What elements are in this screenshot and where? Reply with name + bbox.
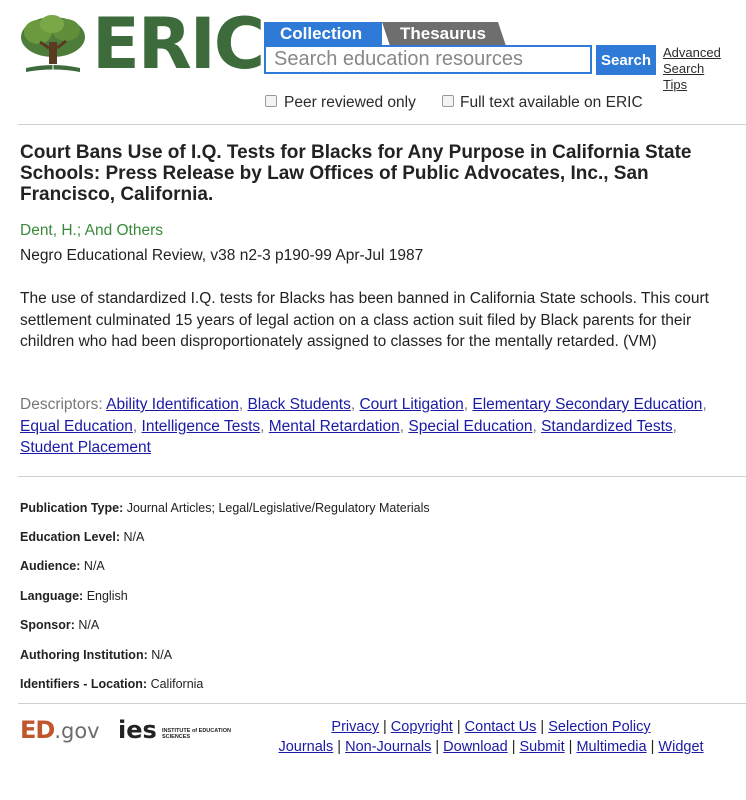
eric-tree-logo-icon[interactable]	[18, 12, 88, 78]
footer-divider	[18, 703, 746, 704]
search-input[interactable]	[264, 45, 592, 74]
meta-label: Identifiers - Location:	[20, 677, 148, 691]
contact-us-link[interactable]: Contact Us	[464, 719, 537, 735]
descriptor-link[interactable]: Elementary Secondary Education	[472, 396, 703, 413]
meta-label: Authoring Institution:	[20, 648, 148, 662]
footer-links-row1: Privacy | Copyright | Contact Us | Selection Policy	[331, 719, 651, 735]
meta-audience	[20, 559, 105, 573]
meta-label: Sponsor:	[20, 618, 75, 632]
meta-value: English	[86, 589, 128, 603]
descriptors-label: Descriptors:	[20, 396, 103, 413]
full-text-label: Full text available on ERIC	[460, 94, 643, 111]
tab-collection[interactable]: Collection	[264, 22, 382, 46]
eric-wordmark[interactable]: ERIC	[92, 3, 264, 85]
meta-authoring-institution	[20, 648, 172, 662]
tab-thesaurus[interactable]	[382, 22, 506, 46]
article-author[interactable]: Dent, H.; And Others	[20, 222, 164, 239]
advanced-search-tips-links	[663, 45, 721, 93]
widget-link[interactable]: Widget	[658, 739, 704, 755]
meta-value: California	[150, 677, 204, 691]
meta-value: N/A	[83, 559, 105, 573]
copyright-link[interactable]: Copyright	[390, 719, 453, 735]
full-text-checkbox[interactable]	[442, 95, 454, 107]
meta-sponsor	[20, 618, 99, 632]
meta-value: N/A	[151, 648, 173, 662]
peer-reviewed-checkbox[interactable]	[265, 95, 277, 107]
gov-logo-text: .gov	[54, 719, 100, 743]
descriptor-link[interactable]: Black Students	[247, 396, 351, 413]
meta-label: Language:	[20, 589, 84, 603]
peer-reviewed-label: Peer reviewed only	[284, 94, 416, 111]
meta-label: Education Level:	[20, 530, 121, 544]
descriptor-link[interactable]: Court Litigation	[359, 396, 464, 413]
multimedia-link[interactable]: Multimedia	[576, 739, 647, 755]
ed-gov-logo[interactable]	[20, 716, 100, 744]
non-journals-link[interactable]: Non-Journals	[345, 739, 432, 755]
article-source: Negro Educational Review, v38 n2-3 p190-99 Apr-Jul 1987	[20, 247, 424, 264]
descriptor-link[interactable]: Standardized Tests	[541, 417, 673, 435]
meta-identifiers-location	[20, 677, 203, 691]
header-divider	[18, 124, 746, 125]
descriptor-link[interactable]: Special Education	[408, 417, 533, 435]
article-abstract: The use of standardized I.Q. tests for Blacks has been banned in California State schools. This court settlement culminated 15 years of legal action on a class action suit filed by Black parents for their children who had been disproportionately assigned to classes for the mentally retarded. (VM)	[20, 290, 709, 350]
descriptor-link[interactable]: Ability Identification	[106, 396, 239, 413]
meta-publication-type	[20, 501, 430, 515]
metadata-divider	[18, 476, 746, 477]
descriptors-list: Descriptors: Ability Identification, Black Students, Court Litigation, Elementary Secondary Education, Equal Education, Intelligence Tests, Mental Retardation, Special Education, Standardized Tests, Student Placement	[20, 396, 707, 456]
meta-value: N/A	[123, 530, 145, 544]
journals-link[interactable]: Journals	[278, 739, 334, 755]
meta-label: Publication Type:	[20, 501, 124, 515]
tab-thesaurus-label: Thesaurus	[400, 24, 486, 43]
submit-link[interactable]: Submit	[519, 739, 565, 755]
footer-links-row2: Journals | Non-Journals | Download | Submit | Multimedia | Widget	[278, 739, 704, 755]
meta-education-level	[20, 530, 144, 544]
article-title: Court Bans Use of I.Q. Tests for Blacks for Any Purpose in California State Schools: Press Release by Law Offices of Public Advocates, Inc., San Francisco, California.	[20, 142, 692, 205]
meta-label: Audience:	[20, 559, 81, 573]
advanced-link[interactable]: Advanced	[663, 45, 721, 60]
descriptor-link[interactable]: Intelligence Tests	[141, 417, 261, 435]
descriptor-link[interactable]: Student Placement	[20, 439, 151, 456]
selection-policy-link[interactable]: Selection Policy	[548, 719, 651, 735]
meta-value: N/A	[78, 618, 100, 632]
meta-value: Journal Articles; Legal/Legislative/Regulatory Materials	[126, 501, 430, 515]
search-button[interactable]: Search	[596, 45, 656, 75]
ies-logo[interactable]: ies	[118, 716, 157, 744]
descriptor-link[interactable]: Mental Retardation	[268, 417, 400, 435]
tips-link[interactable]: Tips	[663, 77, 688, 92]
meta-language	[20, 589, 128, 603]
descriptor-link[interactable]: Equal Education	[20, 417, 133, 435]
download-link[interactable]: Download	[443, 739, 508, 755]
privacy-link[interactable]: Privacy	[331, 719, 379, 735]
search-link[interactable]: Search	[663, 61, 705, 76]
ed-logo-text: ED	[20, 716, 55, 744]
ies-subtitle: INSTITUTE of EDUCATION SCIENCES	[162, 728, 231, 740]
